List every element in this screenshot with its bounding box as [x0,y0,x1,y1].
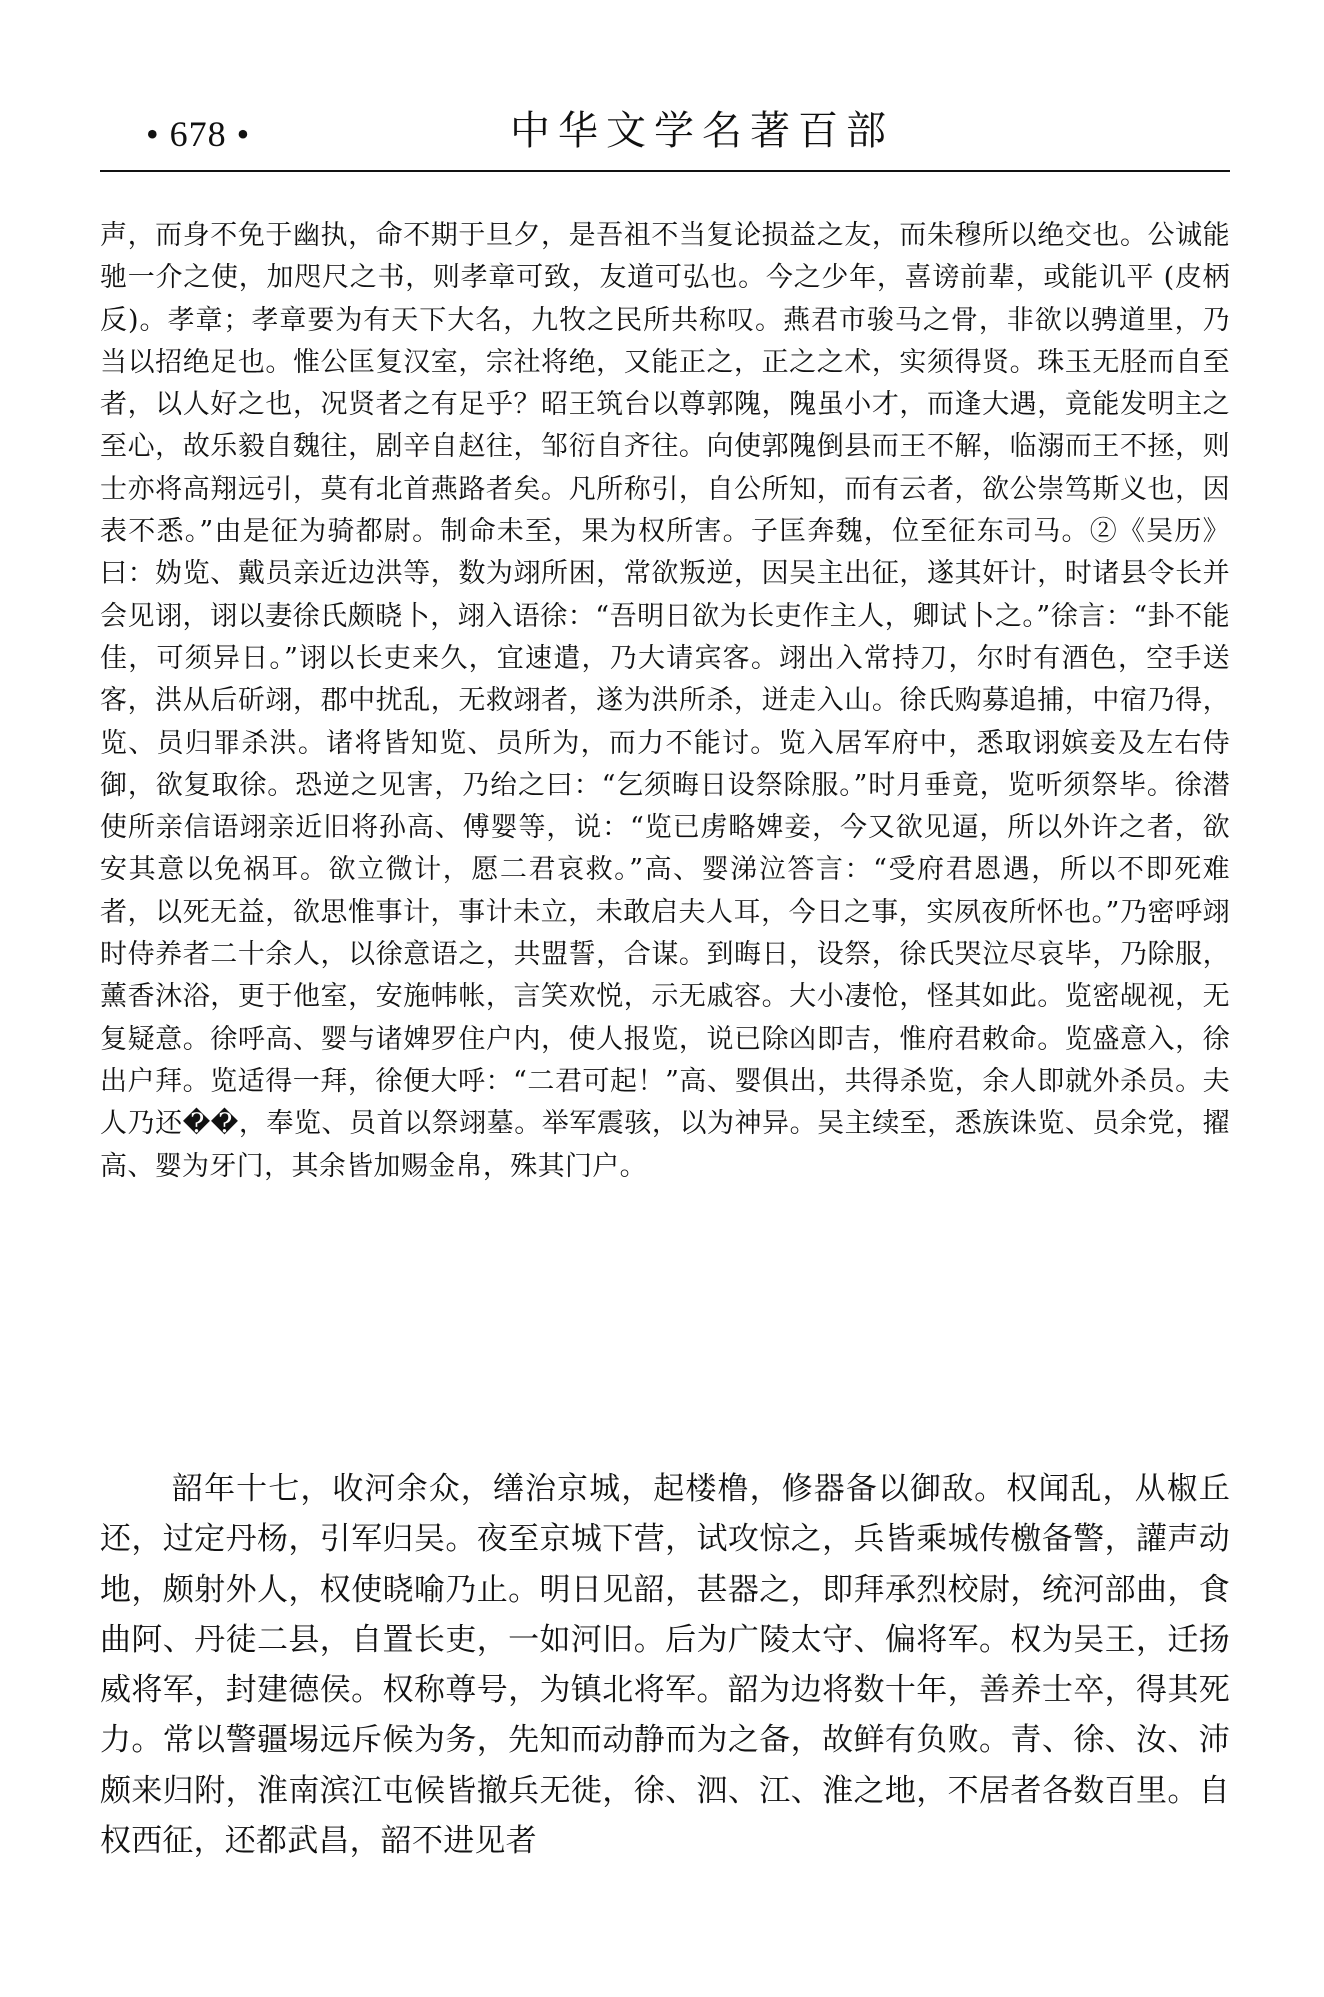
annotation-paragraph: 声，而身不免于幽执，命不期于旦夕，是吾祖不当复论损益之友，而朱穆所以绝交也。公诚能驰一介之使，加咫尺之书，则孝章可致，友道可弘也。今之少年，喜谤前辈，或能讥平 (皮柄反)。孝章；孝章要为有天下大名，九牧之民所共称叹。燕君市骏马之骨，非欲以骋道里，乃当以招绝足也。惟公匡复汉室，宗社将绝，又能正之，正之之术，实须得贤。珠玉无胫而自至者，以人好之也，况贤者之有足乎？昭王筑台以尊郭隗，隗虽小才，而逢大遇，竟能发明主之至心，故乐毅自魏往，剧辛自赵往，邹衍自齐往。向使郭隗倒县而王不解，临溺而王不拯，则士亦将高翔远引，莫有北首燕路者矣。凡所称引，自公所知，而有云者，欲公崇笃斯义也，因表不悉。”由是征为骑都尉。制命未至，果为权所害。子匡奔魏，位至征东司马。②《吴历》曰：妫览、戴员亲近边洪等，数为翊所困，常欲叛逆，因吴主出征，遂其奸计，时诸县令长并会见诩，诩以妻徐氏颇晓卜，翊入语徐：“吾明日欲为长吏作主人，卿试卜之。”徐言：“卦不能佳，可须异日。”诩以长吏来久，宜速遣，乃大请宾客。翊出入常持刀，尔时有酒色，空手送客，洪从后斫翊，郡中扰乱，无救翊者，遂为洪所杀，迸走入山。徐氏购募追捕，中宿乃得，览、员归罪杀洪。诸将皆知览、员所为，而力不能讨。览入居军府中，悉取诩嫔妾及左右侍御，欲复取徐。恐逆之见害，乃绐之曰：“乞须晦日设祭除服。”时月垂竟，览听须祭毕。徐潜使所亲信语翊亲近旧将孙高、傅婴等，说：“览已虏略婢妾，今又欲见逼，所以外许之者，欲安其意以免祸耳。欲立微计，愿二君哀救。”高、婴涕泣答言：“受府君恩遇，所以不即死难者，以死无益，欲思惟事计，事计未立，未敢启夫人耳，今日之事，实夙夜所怀也。”乃密呼翊时侍养者二十余人，以徐意语之，共盟誓，合谋。到晦日，设祭，徐氏哭泣尽哀毕，乃除服，薰香沐浴，更于他室，安施帏帐，言笑欢悦，示无戚容。大小凄怆，怪其如此。览密觇视，无复疑意。徐呼高、婴与诸婢罗住户内，使人报览，说已除凶即吉，惟府君敕命。览盛意入，徐出户拜。览适得一拜，徐便大呼：“二君可起！”高、婴俱出，共得杀览，余人即就外杀员。夫人乃还��，奉览、员首以祭翊墓。举军震骇，以为神异。吴主续至，悉族诛览、员余党，擢高、婴为牙门，其余皆加赐金帛，殊其门户。 [100,220,1230,1182]
annotation-block [100,215,1230,1188]
page-header [100,100,1230,172]
main-paragraph: 韶年十七，收河余众，缮治京城，起楼橹，修器备以御敌。权闻乱，从椒丘还，过定丹杨，引军归吴。夜至京城下营，试攻惊之，兵皆乘城传檄备警，讙声动地，颇射外人，权使晓喻乃止。明日见韶，甚器之，即拜承烈校尉，统河部曲，食曲阿、丹徒二县，自置长吏，一如河旧。后为广陵太守、偏将军。权为吴王，迁扬威将军，封建德侯。权称尊号，为镇北将军。韶为边将数十年，善养士卒，得其死力。常以警疆埸远斥候为务，先知而动静而为之备，故鲜有负败。青、徐、汝、沛颇来归附，淮南滨江屯候皆撤兵无徙，徐、泗、江、淮之地，不居者各数百里。自权西征，还都武昌，韶不进见者 [100,1471,1230,1860]
main-text-block [100,1464,1230,1866]
page-number: • 678 • [146,114,251,154]
book-title: 中华文学名著百部 [510,108,894,154]
header-divider [100,170,1230,172]
